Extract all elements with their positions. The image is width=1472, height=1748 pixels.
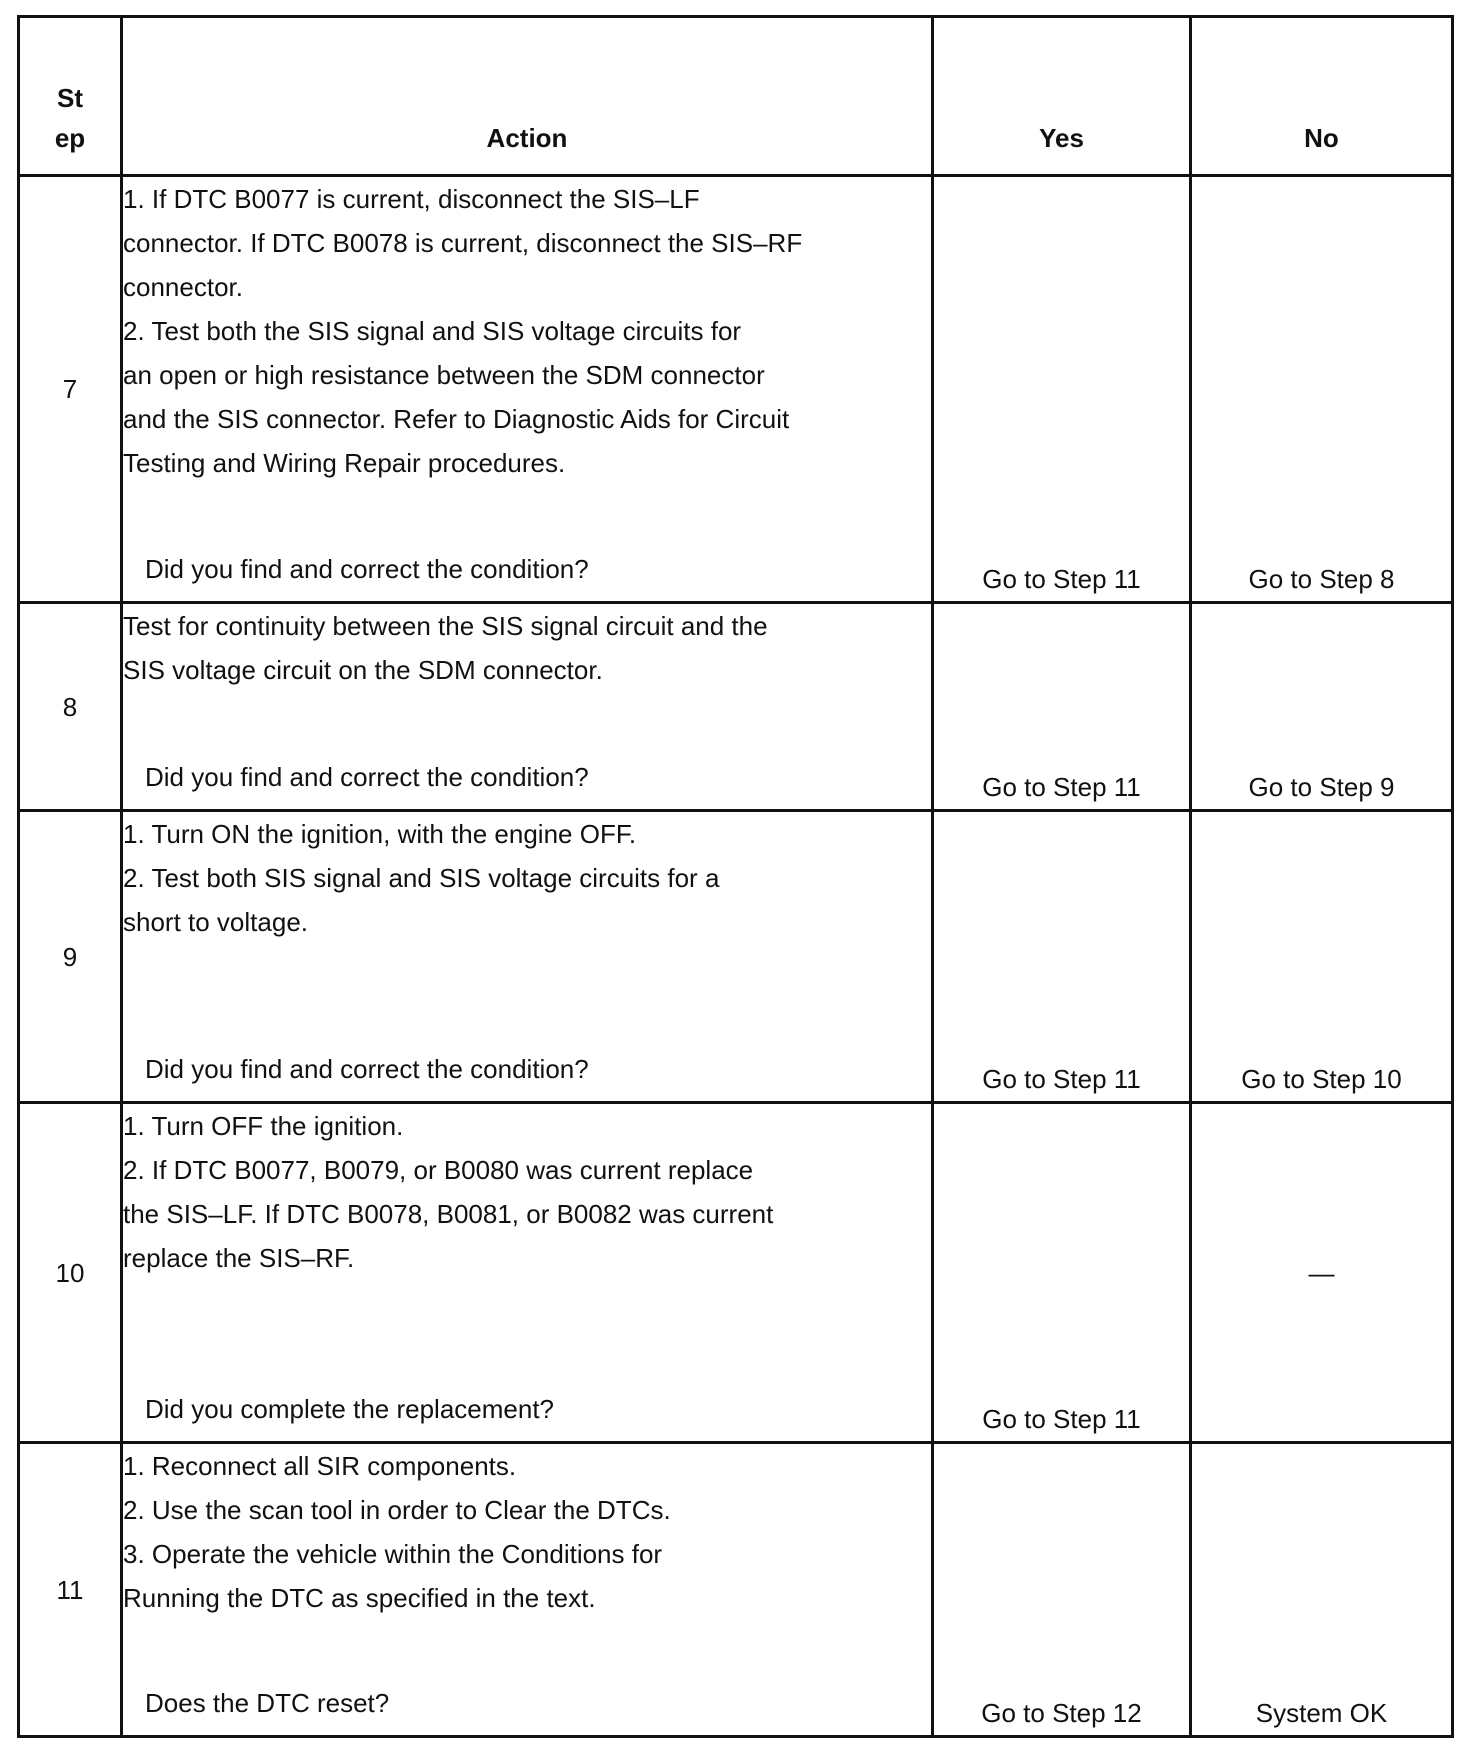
- no-result: Go to Step 10: [1191, 811, 1453, 1103]
- header-no: No: [1191, 17, 1453, 176]
- action-question: Did you find and correct the condition?: [145, 1054, 589, 1084]
- action-line: 1. Reconnect all SIR components.: [123, 1451, 517, 1481]
- action-line: 2. Test both the SIS signal and SIS voltage circuits for: [123, 316, 742, 346]
- action-line: 1. Turn OFF the ignition.: [123, 1111, 404, 1141]
- table-header-row: [19, 17, 1453, 176]
- action-line: short to voltage.: [123, 907, 308, 937]
- action-line: an open or high resistance between the SDM connector: [123, 360, 765, 390]
- action-line: 2. If DTC B0077, B0079, or B0080 was current replace: [123, 1155, 754, 1185]
- action-cell: [122, 176, 933, 603]
- action-line: Testing and Wiring Repair procedures.: [123, 448, 566, 478]
- table-row: [19, 603, 1453, 811]
- action-question: Did you find and correct the condition?: [145, 762, 589, 792]
- action-cell: [122, 1103, 933, 1443]
- action-cell: [122, 1443, 933, 1737]
- action-cell: [122, 811, 933, 1103]
- action-line: Test for continuity between the SIS signal circuit and the: [123, 611, 768, 641]
- table-row: [19, 176, 1453, 603]
- action-question: Does the DTC reset?: [145, 1688, 390, 1718]
- header-step: [19, 17, 122, 176]
- action-line: and the SIS connector. Refer to Diagnostic Aids for Circuit: [123, 404, 790, 434]
- step-number: 10: [19, 1103, 122, 1443]
- yes-result: Go to Step 11: [933, 811, 1191, 1103]
- action-line: connector. If DTC B0078 is current, disconnect the SIS–RF: [123, 228, 803, 258]
- yes-result: Go to Step 11: [933, 176, 1191, 603]
- action-line: 2. Use the scan tool in order to Clear the DTCs.: [123, 1495, 671, 1525]
- header-yes: Yes: [933, 17, 1191, 176]
- action-cell: [122, 603, 933, 811]
- action-question: Did you find and correct the condition?: [145, 554, 589, 584]
- header-step-line1: St: [57, 83, 83, 113]
- yes-result: Go to Step 11: [933, 1103, 1191, 1443]
- action-line: 3. Operate the vehicle within the Conditions for: [123, 1539, 663, 1569]
- step-number: 8: [19, 603, 122, 811]
- yes-result: Go to Step 12: [933, 1443, 1191, 1737]
- action-line: Running the DTC as specified in the text.: [123, 1583, 596, 1613]
- no-result: —: [1191, 1103, 1453, 1443]
- action-line: connector.: [123, 272, 243, 302]
- action-line: 1. Turn ON the ignition, with the engine OFF.: [123, 819, 637, 849]
- action-line: 1. If DTC B0077 is current, disconnect the SIS–LF: [123, 184, 700, 214]
- action-line: replace the SIS–RF.: [123, 1243, 355, 1273]
- table-row: [19, 1443, 1453, 1737]
- action-line: SIS voltage circuit on the SDM connector.: [123, 655, 603, 685]
- step-number: 11: [19, 1443, 122, 1737]
- no-result: System OK: [1191, 1443, 1453, 1737]
- diagnostic-table: [17, 15, 1454, 1738]
- action-line: 2. Test both SIS signal and SIS voltage circuits for a: [123, 863, 720, 893]
- header-step-line2: ep: [54, 123, 86, 153]
- yes-result: Go to Step 11: [933, 603, 1191, 811]
- step-number: 7: [19, 176, 122, 603]
- no-result: Go to Step 9: [1191, 603, 1453, 811]
- step-number: 9: [19, 811, 122, 1103]
- header-action: Action: [122, 17, 933, 176]
- action-line: the SIS–LF. If DTC B0078, B0081, or B0082 was current: [123, 1199, 774, 1229]
- action-question: Did you complete the replacement?: [145, 1394, 555, 1424]
- table-row: [19, 1103, 1453, 1443]
- no-result: Go to Step 8: [1191, 176, 1453, 603]
- table-row: [19, 811, 1453, 1103]
